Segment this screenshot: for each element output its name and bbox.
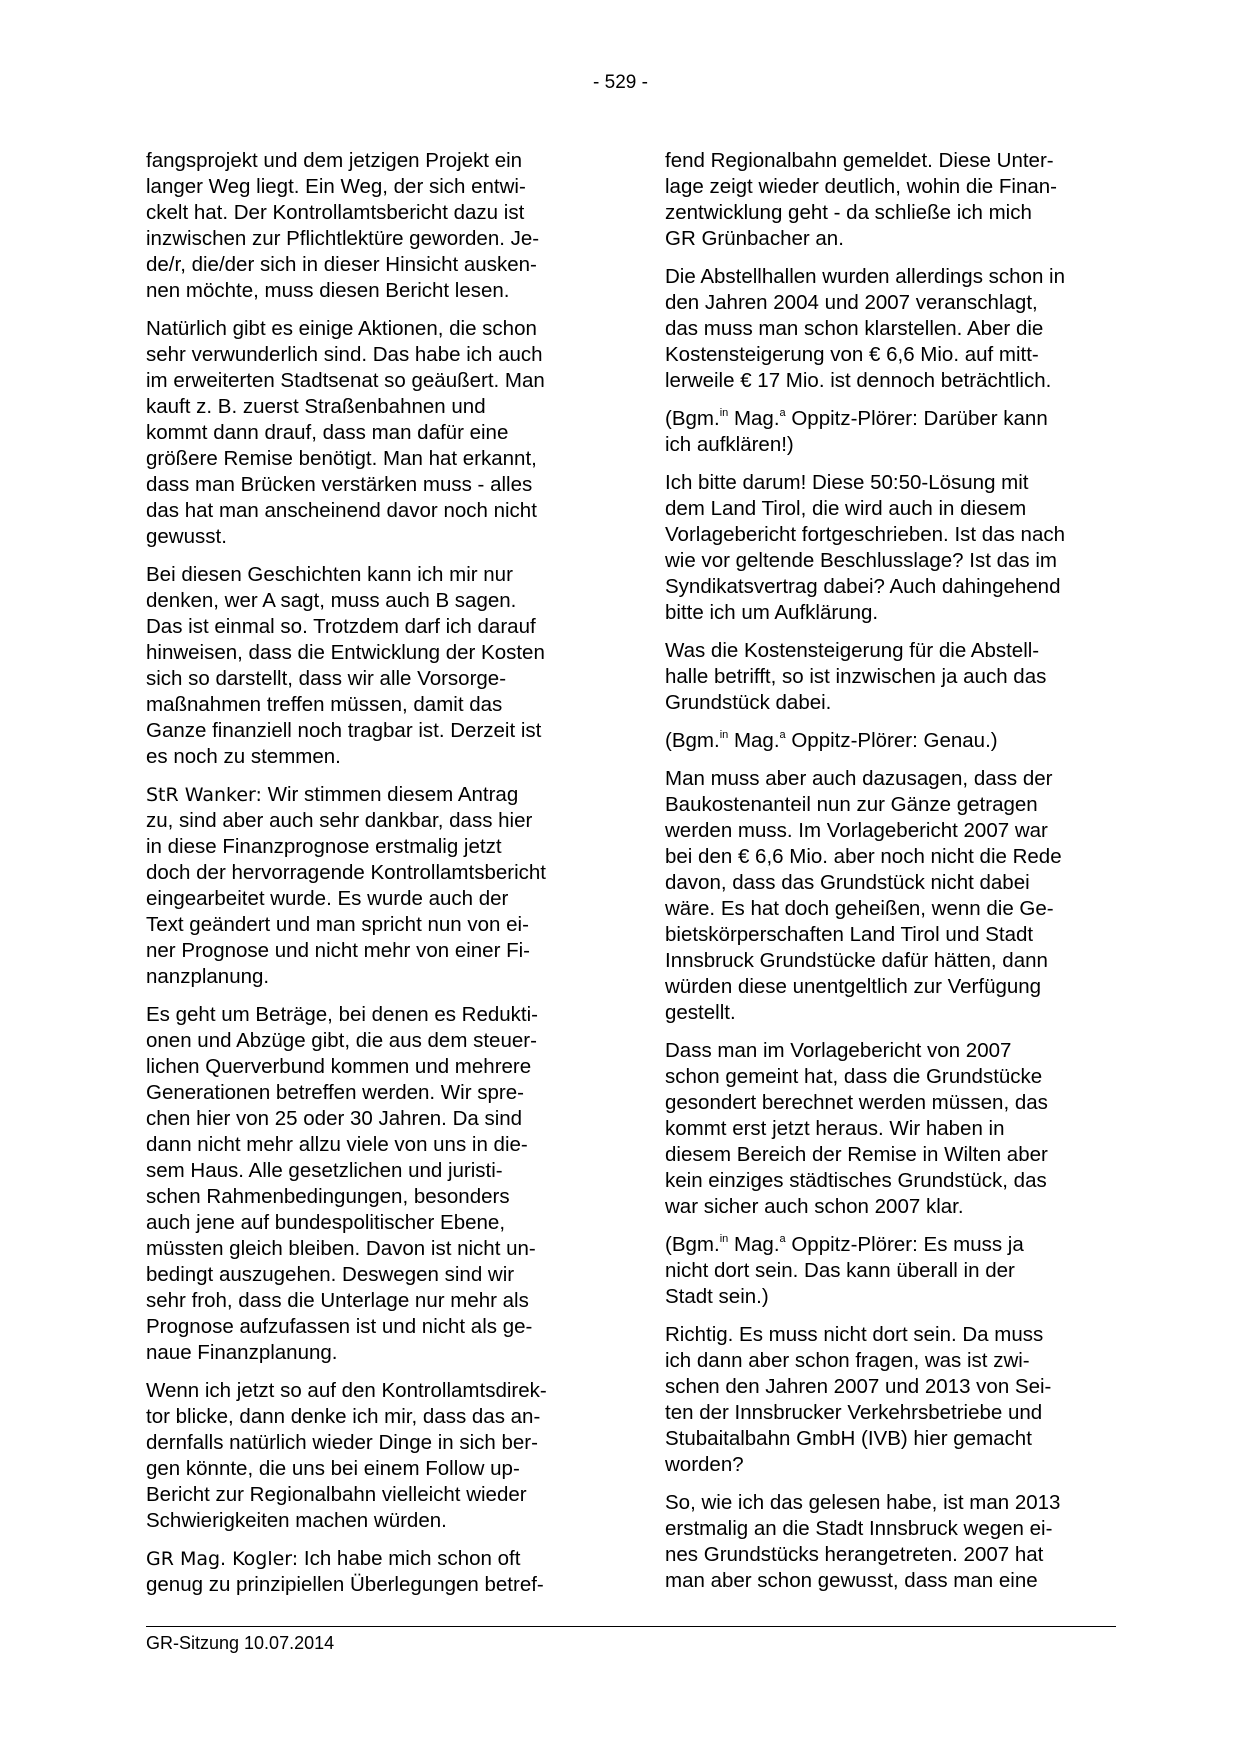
right-column (665, 148, 1120, 1606)
page-number: - 529 - (593, 72, 648, 93)
footer-session-date: GR-Sitzung 10.07.2014 (146, 1633, 335, 1653)
interjection-text: Darüber kann ich aufklären!) (665, 407, 1048, 456)
speaker-name: StR Wanker: (146, 784, 262, 806)
paragraph-speech-kogler (146, 1546, 596, 1598)
paragraph: Es geht um Beträge, bei denen es Redukti- onen und Abzüge gibt, die aus dem steuer- lichen Querverbund kommen und mehrere Generationen betreffen werden. Wir spre- chen hier von 25 oder 30 Jahren. Da sind dann nicht mehr allzu viele von uns in die- sem Haus. Alle gesetzlichen und juristi- schen Rahmenbedingungen, besonders auch jene auf bundespolitischer Ebene, müssten gleich bleiben. Davon ist nicht un- bedingt auszugehen. Deswegen sind wir sehr froh, dass die Unterlage nur mehr als Prognose aufzufassen ist und nicht als ge- naue Finanzplanung. (146, 1003, 539, 1364)
title-mag: Mag. (728, 1233, 780, 1256)
paragraph: Die Abstellhallen wurden allerdings schon in den Jahren 2004 und 2007 veranschlagt, das muss man schon klarstellen. Aber die Kostensteigerung von € 6,6 Mio. auf mitt- lerweile € 17 Mio. ist dennoch beträchtlich. (665, 265, 1065, 392)
speaker-name: Oppitz-Plörer: (785, 407, 924, 430)
paragraph: Wenn ich jetzt so auf den Kontrollamtsdirek- tor blicke, dann denke ich mir, dass das an- dernfalls natürlich wieder Dinge in sich ber- gen könnte, die uns bei einem Follow up- Bericht zur Regionalbahn vielleicht wieder Schwierigkeiten machen würden. (146, 1379, 547, 1532)
speech-text: Wir stimmen diesem Antrag zu, sind aber auch sehr dankbar, dass hier in diese Finanzprognose erstmalig jetzt doch der hervorragende Kontrollamtsbericht eingearbeitet wurde. Es wurde auch der Text geändert und man spricht nun von ei- ner Prognose und nicht mehr von einer Fi- nanzplanung. (146, 783, 546, 988)
speaker-name: Oppitz-Plörer: (785, 1233, 924, 1256)
left-column (146, 148, 596, 1610)
interjection-prefix: (Bgm. (665, 407, 720, 430)
interjection-text: Es muss ja nicht dort sein. Das kann überall in der Stadt sein.) (665, 1233, 1024, 1308)
speaker-name: GR Mag. Kogler: (146, 1548, 299, 1570)
superscript: a (779, 407, 786, 419)
superscript: in (719, 407, 729, 419)
paragraph: fangsprojekt und dem jetzigen Projekt ein langer Weg liegt. Ein Weg, der sich entwi- ckelt hat. Der Kontrollamtsbericht dazu ist inzwischen zur Pflichtlektüre geworden. Je- de/r, die/der sich in dieser Hinsicht ausken- nen möchte, muss diesen Bericht lesen. (146, 149, 540, 302)
paragraph: Richtig. Es muss nicht dort sein. Da muss ich dann aber schon fragen, was ist zwi- schen den Jahren 2007 und 2013 von Sei- ten der Innsbrucker Verkehrsbetriebe und Stubaitalbahn GmbH (IVB) hier gemacht worden? (665, 1323, 1052, 1476)
interjection (665, 1232, 1120, 1310)
paragraph: Was die Kostensteigerung für die Abstell- halle betrifft, so ist inzwischen ja auch das Grundstück dabei. (665, 639, 1047, 714)
paragraph-speech-wanker (146, 782, 596, 990)
interjection (665, 728, 1120, 754)
interjection (665, 406, 1120, 458)
interjection-text: Genau.) (923, 729, 998, 752)
speaker-name: Oppitz-Plörer: (785, 729, 924, 752)
footer-divider (146, 1626, 1116, 1627)
superscript: in (719, 1233, 729, 1245)
paragraph: Dass man im Vorlagebericht von 2007 schon gemeint hat, dass die Grundstücke gesondert berechnet werden müssen, das kommt erst jetzt heraus. Wir haben in diesem Bereich der Remise in Wilten aber kein einziges städtisches Grundstück, das war sicher auch schon 2007 klar. (665, 1039, 1048, 1218)
paragraph: Ich bitte darum! Diese 50:50-Lösung mit dem Land Tirol, die wird auch in diesem Vorlagebericht fortgeschrieben. Ist das nach wie vor geltende Beschlusslage? Ist das im Syndikatsvertrag dabei? Auch dahingehend bitte ich um Aufklärung. (665, 471, 1065, 624)
superscript: in (719, 729, 729, 741)
paragraph: fend Regionalbahn gemeldet. Diese Unter- lage zeigt wieder deutlich, wohin die Finan- zentwicklung geht - da schließe ich mich GR Grünbacher an. (665, 149, 1058, 250)
title-mag: Mag. (728, 729, 780, 752)
speech-text: Ich habe mich schon oft genug zu prinzipiellen Überlegungen betref- (146, 1547, 544, 1596)
superscript: a (779, 1233, 786, 1245)
paragraph: So, wie ich das gelesen habe, ist man 2013 erstmalig an die Stadt Innsbruck wegen ei- nes Grundstücks herangetreten. 2007 hat man aber schon gewusst, dass man eine (665, 1491, 1061, 1592)
paragraph: Man muss aber auch dazusagen, dass der Baukostenanteil nun zur Gänze getragen werden muss. Im Vorlagebericht 2007 war bei den € 6,6 Mio. aber noch nicht die Rede davon, dass das Grundstück nicht dabei wäre. Es hat doch geheißen, wenn die Ge- bietskörperschaften Land Tirol und Stadt Innsbruck Grundstücke dafür hätten, dann würden diese unentgeltlich zur Verfügung gestellt. (665, 767, 1062, 1024)
paragraph: Bei diesen Geschichten kann ich mir nur denken, wer A sagt, muss auch B sagen. Das ist einmal so. Trotzdem darf ich darauf hinweisen, dass die Entwicklung der Kosten sich so darstellt, dass wir alle Vorsorge- maßnahmen treffen müssen, damit das Ganze finanziell noch tragbar ist. Derzeit ist es noch zu stemmen. (146, 563, 545, 768)
title-mag: Mag. (728, 407, 780, 430)
paragraph: Natürlich gibt es einige Aktionen, die schon sehr verwunderlich sind. Das habe ich auch im erweiterten Stadtsenat so geäußert. Man kauft z. B. zuerst Straßenbahnen und kommt dann drauf, dass man dafür eine größere Remise benötigt. Man hat erkannt, dass man Brücken verstärken muss - alles das hat man anscheinend davor noch nicht gewusst. (146, 317, 545, 548)
superscript: a (779, 729, 786, 741)
interjection-prefix: (Bgm. (665, 1233, 720, 1256)
interjection-prefix: (Bgm. (665, 729, 720, 752)
